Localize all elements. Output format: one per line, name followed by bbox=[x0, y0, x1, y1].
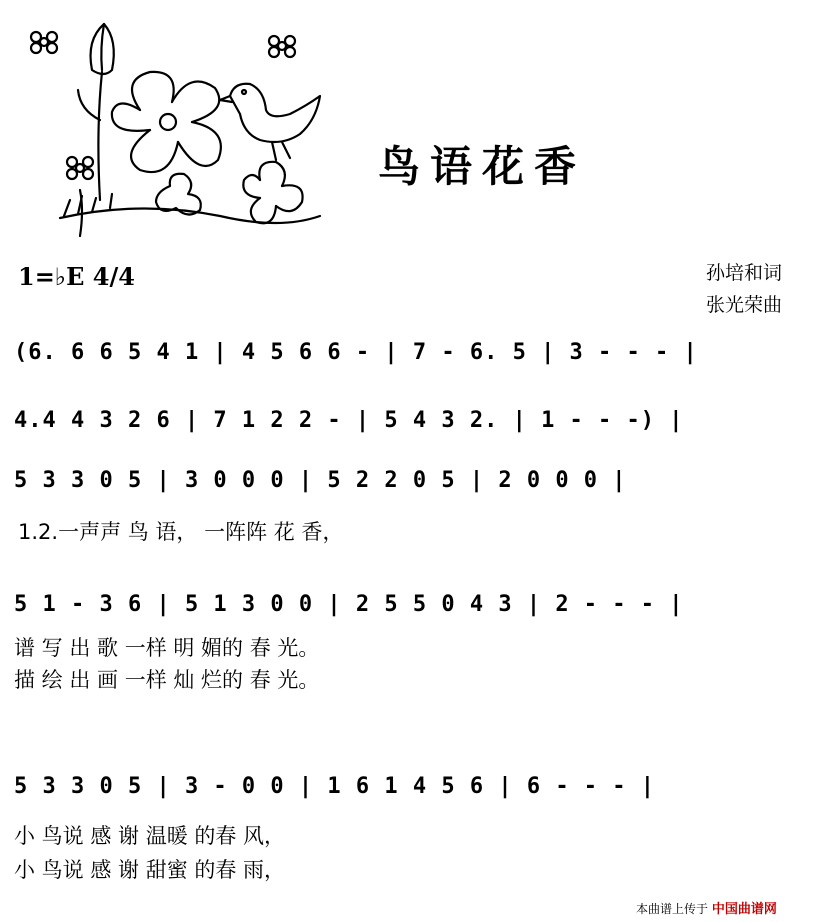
notation-row-2: 4.4 4 3 2 6 | 7 1 2 2 - | 5 4 3 2. | 1 - - -) | bbox=[14, 408, 684, 433]
notation-row-1: (6. 6 6 5 4 1 | 4 5 6 6 - | 7 - 6. 5 | 3 - - - | bbox=[14, 340, 698, 365]
notation-row-4: 5 1 - 3 6 | 5 1 3 0 0 | 2 5 5 0 4 3 | 2 - - - | bbox=[14, 592, 684, 617]
small-flower-icon bbox=[31, 32, 57, 53]
lyric-line-4b: 描 绘 出 画 一样 灿 烂的 春 光。 bbox=[14, 668, 320, 692]
watermark-brand: 中国曲谱网 bbox=[711, 902, 777, 917]
bird-icon bbox=[220, 84, 320, 160]
lyric-line-4a: 谱 写 出 歌 一样 明 媚的 春 光。 bbox=[14, 636, 320, 660]
flower-icon bbox=[243, 162, 302, 223]
notation-row-5: 5 3 3 0 5 | 3 - 0 0 | 1 6 1 4 5 6 | 6 - - - | bbox=[14, 774, 656, 799]
song-title: 鸟语花香 bbox=[378, 142, 587, 191]
flower-bird-illustration bbox=[20, 10, 340, 240]
lyric-line-verse-intro: 1.2.一声声 鸟 语， 一阵阵 花 香， bbox=[18, 520, 344, 544]
composer-credit: 张光荣曲 bbox=[706, 294, 783, 316]
lyric-line-5a: 小 鸟说 感 谢 温暖 的春 风， bbox=[14, 824, 286, 848]
watermark-text: 本曲谱上传于 bbox=[636, 902, 709, 916]
site-watermark bbox=[636, 898, 777, 917]
key-signature: 1=♭E 4/4 bbox=[18, 262, 135, 291]
notation-row-3: 5 3 3 0 5 | 3 0 0 0 | 5 2 2 0 5 | 2 0 0 0 | bbox=[14, 468, 627, 493]
lyricist-credit: 孙培和词 bbox=[706, 262, 783, 284]
small-flower-icon bbox=[269, 36, 295, 57]
small-flower-icon bbox=[67, 157, 93, 179]
lyric-line-5b: 小 鸟说 感 谢 甜蜜 的春 雨， bbox=[14, 858, 286, 882]
big-flower-icon bbox=[112, 72, 221, 172]
